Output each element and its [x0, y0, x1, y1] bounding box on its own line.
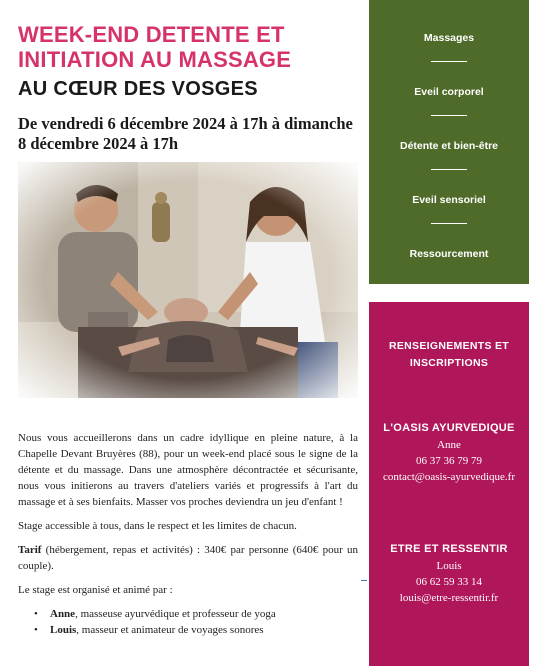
- body-text: [18, 430, 358, 638]
- contact-block: [369, 422, 529, 485]
- organizer-item: [34, 622, 358, 638]
- organizer-role: , masseuse ayurvédique et professeur de yoga: [75, 608, 276, 620]
- event-dates: De vendredi 6 décembre 2024 à 17h à dimanche 8 décembre 2024 à 17h: [18, 114, 353, 153]
- activity-label: Eveil sensoriel: [412, 194, 486, 206]
- contact-person: Louis: [436, 560, 462, 572]
- contact-block: [369, 543, 529, 606]
- activity-item: [369, 194, 529, 248]
- activity-label: Ressourcement: [409, 248, 489, 260]
- activity-item: [369, 86, 529, 140]
- divider: [431, 223, 467, 224]
- organizer-name: Louis: [50, 624, 77, 636]
- intro-paragraph: Nous vous accueillerons dans un cadre idyllique en pleine nature, à la Chapelle Devant Bruyères (88), pour un week-end placé sous le signe de la détente et du massage. Dans une atmosphère décontractée et sécurisante, nous vous initierons au travers d'ateliers variés et progressifs à l'art du massage et à ses bienfaits. Masser vos proches deviendra un jeu d'enfant !: [18, 432, 358, 508]
- divider-mark: [361, 580, 367, 581]
- contact-person: Anne: [437, 439, 461, 451]
- massage-photo: [18, 162, 358, 398]
- divider: [431, 115, 467, 116]
- access-paragraph: Stage accessible à tous, dans le respect et les limites de chacun.: [18, 520, 297, 532]
- organizer-name: Anne: [50, 608, 76, 620]
- contact-phone: 06 62 59 33 14: [416, 576, 482, 588]
- tarif-label: Tarif: [18, 544, 42, 556]
- contact-heading: RENSEIGNEMENTS ET INSCRIPTIONS: [388, 340, 510, 369]
- tarif-paragraph: [18, 542, 358, 574]
- divider: [431, 61, 467, 62]
- contact-phone: 06 37 36 79 79: [416, 455, 482, 467]
- organizer-item: [34, 606, 358, 622]
- contact-email[interactable]: louis@etre-ressentir.fr: [399, 592, 499, 604]
- activity-item: [369, 32, 529, 86]
- activity-label: Massages: [423, 32, 475, 44]
- organizer-list: [18, 606, 358, 638]
- tarif-text: (hébergement, repas et activités) : 340€ par personne (640€ pour un couple).: [18, 544, 358, 572]
- contact-panel: [369, 302, 529, 666]
- contact-org: L'OASIS AYURVEDIQUE: [383, 422, 515, 434]
- activity-item: [369, 140, 529, 194]
- activities-panel: [369, 0, 529, 284]
- page-title: WEEK-END DETENTE ET INITIATION AU MASSAGE: [18, 22, 292, 72]
- activity-item: [369, 248, 529, 302]
- page-subtitle: AU CŒUR DES VOSGES: [18, 78, 258, 100]
- activity-label: Eveil corporel: [414, 86, 484, 98]
- activity-label: Détente et bien-être: [399, 140, 499, 152]
- contact-org: ETRE ET RESSENTIR: [390, 543, 508, 555]
- organized-paragraph: Le stage est organisé et animé par :: [18, 584, 173, 596]
- divider: [431, 169, 467, 170]
- contact-email[interactable]: contact@oasis-ayurvedique.fr: [383, 471, 515, 483]
- organizer-role: , masseur et animateur de voyages sonores: [76, 624, 264, 636]
